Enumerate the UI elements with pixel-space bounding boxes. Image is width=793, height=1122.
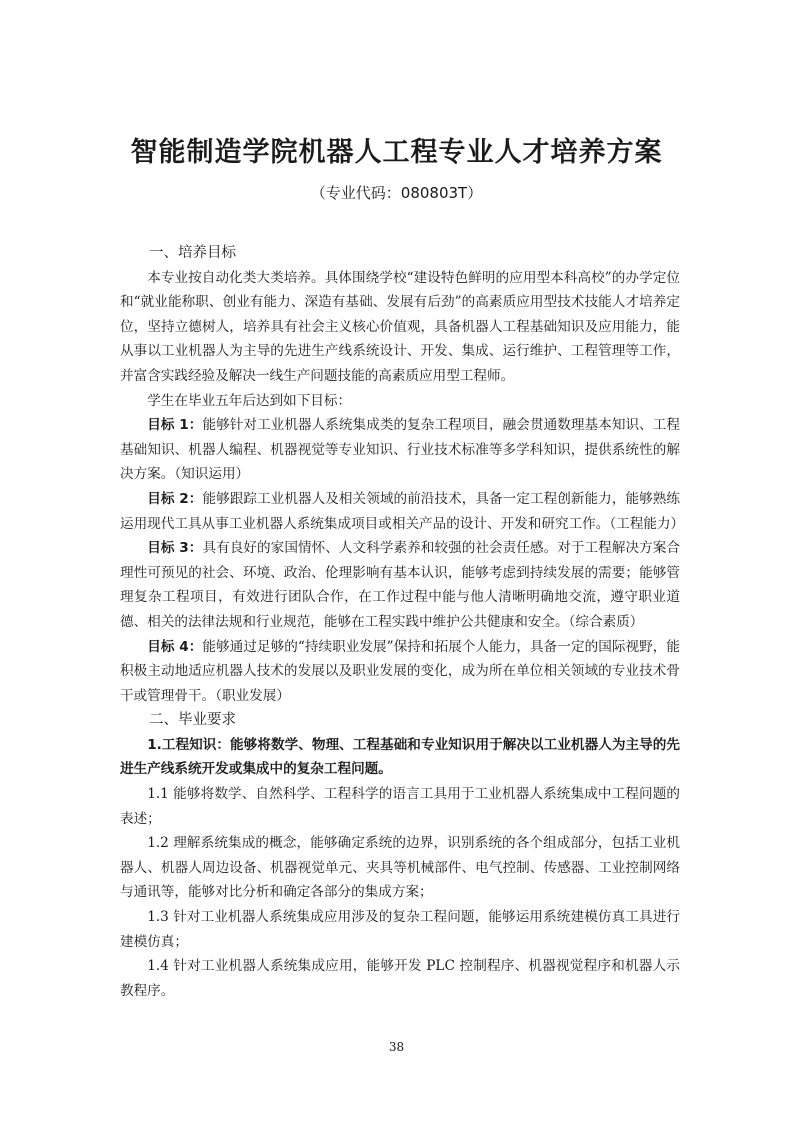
goal-4-label: 目标 4： — [147, 638, 203, 655]
goal-3-paragraph — [120, 536, 680, 634]
goal-2-paragraph — [120, 487, 685, 536]
requirement-1-3: 1.3 针对工业机器人系统集成应用涉及的复杂工程问题，能够运用系统建模仿真工具进行建模仿真； — [120, 909, 680, 950]
section-heading-goals: 一、培养目标 — [149, 245, 236, 261]
page-number: 38 — [388, 1040, 405, 1054]
goal-2-text: 能够跟踪工业机器人及相关领域的前沿技术，具备一定工程创新能力，能够熟练运用现代工具从事工业机器人系统集成项目或相关产品的设计、开发和研究工作。（工程能力） — [120, 490, 685, 532]
program-code: （专业代码：080803T） — [310, 184, 483, 202]
goal-4-text: 能够通过足够的“持续职业发展”保持和拓展个人能力，具备一定的国际视野，能积极主动地适应机器人技术的发展以及职业发展的变化，成为所在单位相关领域的专业技术骨干或管理骨干。（职业发展） — [120, 638, 680, 704]
goal-2-label: 目标 2： — [147, 490, 203, 507]
goal-1-paragraph — [120, 413, 680, 487]
goal-4-paragraph — [120, 635, 680, 709]
goals-lead-paragraph: 学生在毕业五年后达到如下目标： — [147, 392, 352, 409]
goal-1-text: 能够针对工业机器人系统集成类的复杂工程项目，融会贯通数理基本知识、工程基础知识、机器人编程、机器视觉等专业知识、行业技术标准等多学科知识，提供系统性的解决方案。（知识运用） — [120, 417, 681, 483]
document-body — [120, 241, 685, 1003]
goal-3-text: 具有良好的家国情怀、人文科学素养和较强的社会责任感。对于工程解决方案合理性可预见的社会、环境、政治、伦理影响有基本认识，能够考虑到持续发展的需要；能够管理复杂工程项目，有效进行团队合作，在工作过程中能与他人清晰明确地交流，遵守职业道德、相关的法律法规和行业规范，能够在工程实践中维护公共健康和安全。（综合素质） — [120, 540, 681, 630]
document-title: 智能制造学院机器人工程专业人才培养方案 — [130, 137, 663, 168]
goal-3-label: 目标 3： — [147, 540, 203, 557]
requirement-1-2: 1.2 理解系统集成的概念，能够确定系统的边界，识别系统的各个组成部分，包括工业机器人、机器人周边设备、机器视觉单元、夹具等机械部件、电气控制、传感器、工业控制网络与通讯等，能够对比分析和确定各部分的集成方案； — [120, 835, 680, 901]
goals-intro-paragraph: 本专业按自动化类大类培养。具体围绕学校“建设特色鲜明的应用型本科高校”的办学定位和“就业能称职、创业有能力、深造有基础、发展有后劲”的高素质应用型技术技能人才培养定位，坚持立德树人，培养具有社会主义核心价值观，具备机器人工程基础知识及应用能力，能从事以工业机器人为主导的先进生产线系统设计、开发、集成、运行维护、工程管理等工作，并富含实践经验及解决一线生产问题技能的高素质应用型工程师。 — [120, 269, 680, 384]
requirement-1-4: 1.4 针对工业机器人系统集成应用，能够开发 PLC 控制程序、机器视觉程序和机器人示教程序。 — [120, 958, 680, 999]
requirement-1-statement: 1.工程知识：能够将数学、物理、工程基础和专业知识用于解决以工业机器人为主导的先进生产线系统开发或集成中的复杂工程问题。 — [120, 736, 680, 778]
section-heading-requirements: 二、毕业要求 — [149, 712, 236, 729]
requirement-1-1: 1.1 能够将数学、自然科学、工程科学的语言工具用于工业机器人系统集成中工程问题的表述； — [120, 786, 680, 827]
goal-1-label: 目标 1： — [147, 417, 203, 434]
